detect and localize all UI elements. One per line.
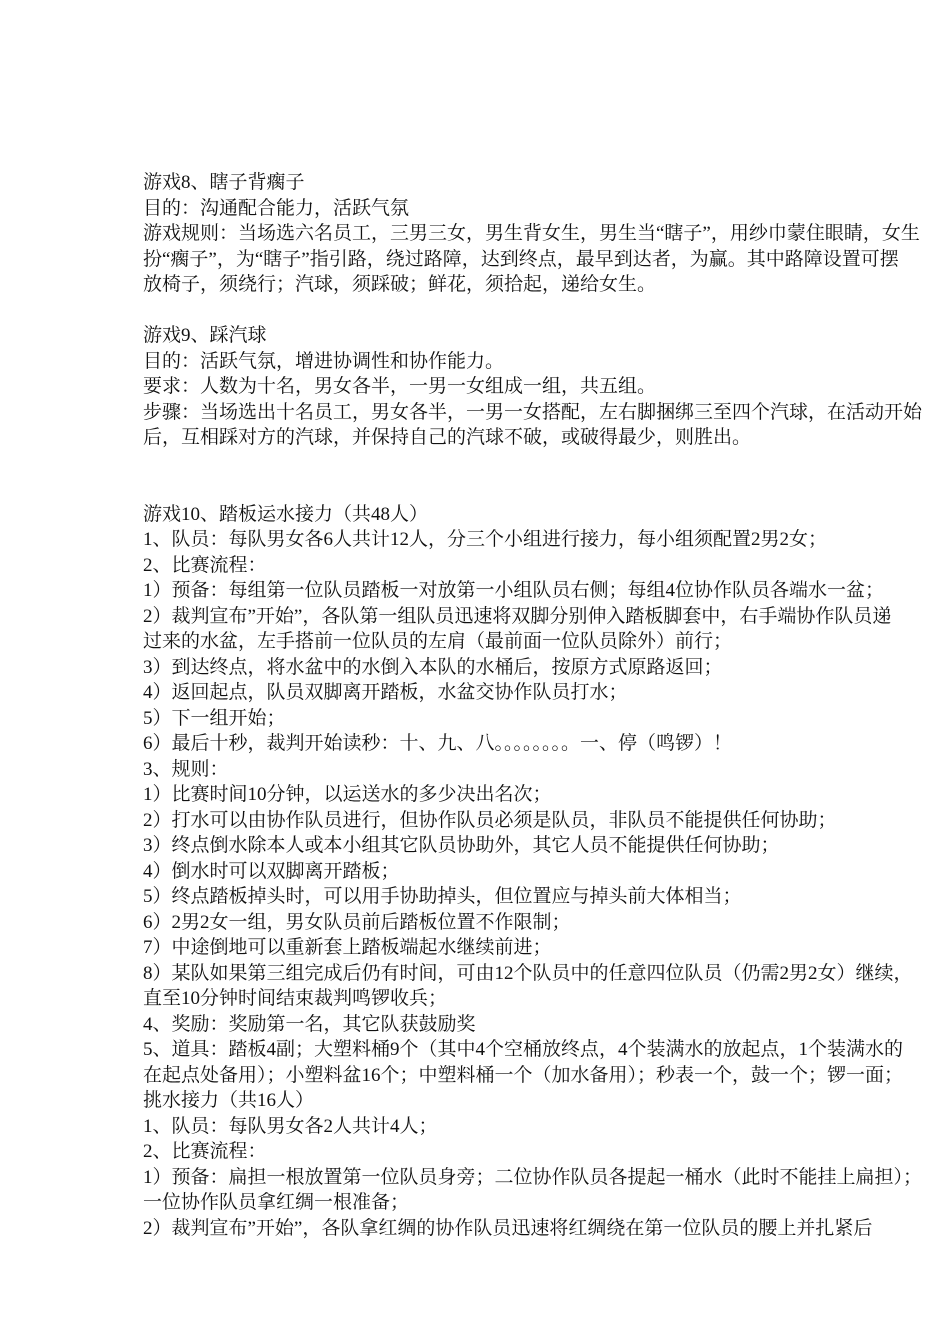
text-line: 8）某队如果第三组完成后仍有时间，可由12个队员中的任意四位队员（仍需2男2女）继续， bbox=[143, 962, 913, 984]
text-line: 4、奖励：奖励第一名，其它队获鼓励奖 bbox=[143, 1013, 476, 1035]
text-line: 游戏10、踏板运水接力（共48人） bbox=[143, 503, 429, 525]
text-line: 1、队员：每队男女各2人共计4人； bbox=[143, 1115, 438, 1137]
text-line: 5）下一组开始； bbox=[143, 707, 286, 729]
text-line: 步骤：当场选出十名员工，男女各半，一男一女搭配，左右脚捆绑三至四个汽球，在活动开始 bbox=[143, 401, 923, 423]
text-line: 一位协作队员拿红绸一根准备； bbox=[143, 1192, 410, 1213]
text-line: 游戏8、瞎子背瘸子 bbox=[143, 172, 305, 193]
text-line: 目的：活跃气氛，增进协调性和协作能力。 bbox=[143, 350, 505, 372]
document-body bbox=[143, 170, 923, 1241]
text-line: 1）预备：扁担一根放置第一位队员身旁；二位协作队员各提起一桶水（此时不能挂上扁担）； bbox=[143, 1166, 923, 1188]
text-line: 6）2男2女一组，男女队员前后踏板位置不作限制； bbox=[143, 911, 571, 933]
text-line: 挑水接力（共16人） bbox=[143, 1090, 315, 1111]
text-line: 4）返回起点，队员双脚离开踏板，水盆交协作队员打水； bbox=[143, 682, 628, 703]
text-line: 4）倒水时可以双脚离开踏板； bbox=[143, 860, 400, 882]
text-line: 后，互相踩对方的汽球，并保持自己的汽球不破，或破得最少，则胜出。 bbox=[143, 427, 752, 448]
text-line: 2、比赛流程： bbox=[143, 554, 267, 576]
text-line: 1、队员：每队男女各6人共计12人，分三个小组进行接力，每小组须配置2男2女； bbox=[143, 529, 828, 550]
text-line: 1）预备：每组第一位队员踏板一对放第一小组队员右侧；每组4位协作队员各端水一盆； bbox=[143, 580, 885, 601]
text-line: 3、规则： bbox=[143, 758, 229, 780]
text-line: 2）打水可以由协作队员进行，但协作队员必须是队员，非队员不能提供任何协助； bbox=[143, 809, 837, 831]
text-line: 3）到达终点，将水盆中的水倒入本队的水桶后，按原方式原路返回； bbox=[143, 656, 723, 678]
text-line: 要求：人数为十名，男女各半，一男一女组成一组，共五组。 bbox=[143, 376, 657, 397]
section-game-10-and-water-carry-relay bbox=[143, 502, 923, 1242]
text-line: 2）裁判宣布”开始”，各队第一组队员迅速将双脚分别伸入踏板脚套中，右手端协作队员递 bbox=[143, 605, 892, 627]
text-line: 5、道具：踏板4副；大塑料桶9个（其中4个空桶放终点，4个装满水的放起点，1个装满水的 bbox=[143, 1039, 904, 1060]
text-line: 2）裁判宣布”开始”，各队拿红绸的协作队员迅速将红绸绕在第一位队员的腰上并扎紧后 bbox=[143, 1217, 873, 1239]
text-line: 游戏规则：当场选六名员工，三男三女，男生背女生，男生当“瞎子”，用纱巾蒙住眼睛，女生 bbox=[143, 223, 920, 244]
text-line: 扮“瘸子”，为“瞎子”指引路，绕过路障，达到终点，最早到达者，为赢。其中路障设置可摆 bbox=[143, 248, 899, 270]
text-line: 直至10分钟时间结束裁判鸣锣收兵； bbox=[143, 988, 448, 1009]
section-game-9 bbox=[143, 323, 923, 451]
text-line: 过来的水盆，左手搭前一位队员的左肩（最前面一位队员除外）前行； bbox=[143, 631, 733, 652]
text-line: 放椅子，须绕行；汽球，须踩破；鲜花，须拾起，递给女生。 bbox=[143, 274, 657, 295]
blank-line-spacer bbox=[143, 451, 888, 502]
text-line: 游戏9、踩汽球 bbox=[143, 325, 267, 346]
text-line: 在起点处备用）；小塑料盆16个；中塑料桶一个（加水备用）；秒表一个，鼓一个；锣一面； bbox=[143, 1064, 904, 1086]
text-line: 6）最后十秒，裁判开始读秒：十、九、八。。。。。。。。一、停（鸣锣）！ bbox=[143, 733, 733, 754]
section-game-8 bbox=[143, 170, 920, 298]
text-line: 2、比赛流程： bbox=[143, 1141, 267, 1162]
text-line: 5）终点踏板掉头时，可以用手协助掉头，但位置应与掉头前大体相当； bbox=[143, 886, 742, 907]
text-line: 7）中途倒地可以重新套上踏板端起水继续前进； bbox=[143, 937, 552, 958]
text-line: 3）终点倒水除本人或本小组其它队员协助外，其它人员不能提供任何协助； bbox=[143, 835, 780, 856]
blank-line-spacer bbox=[143, 298, 888, 324]
text-line: 1）比赛时间10分钟，以运送水的多少决出名次； bbox=[143, 784, 552, 805]
text-line: 目的：沟通配合能力，活跃气氛 bbox=[143, 197, 410, 219]
